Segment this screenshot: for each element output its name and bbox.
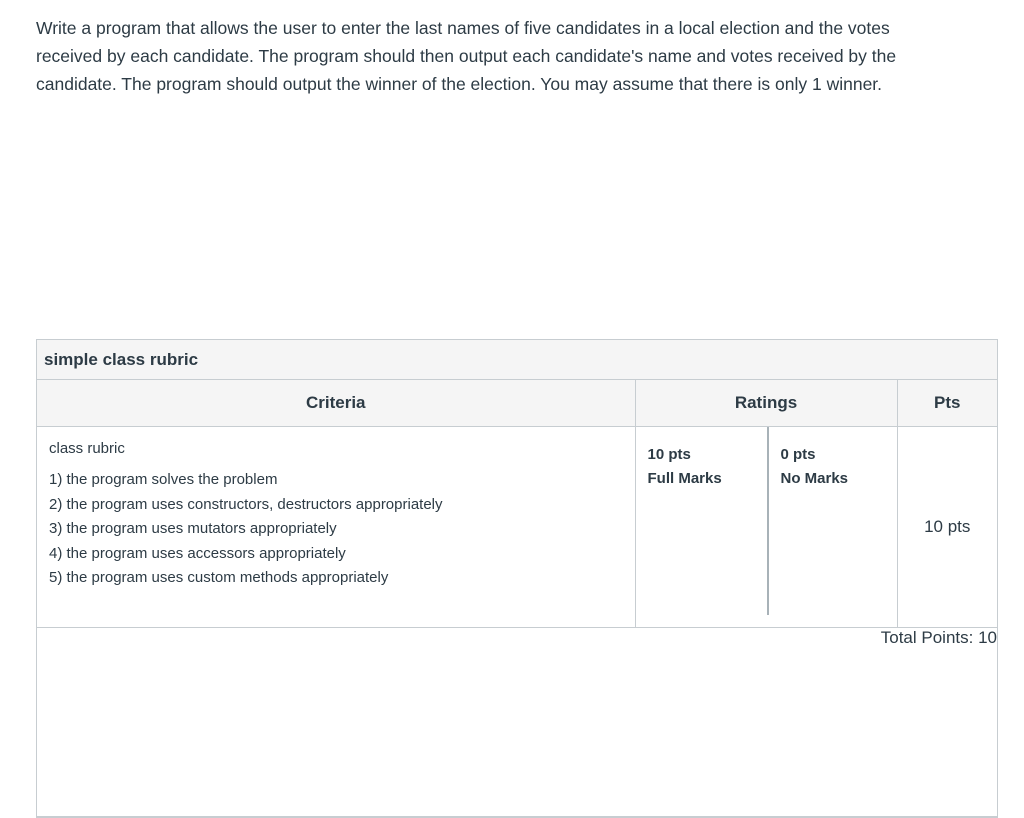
- criterion-description: [37, 427, 635, 628]
- rubric-header-row: [37, 380, 997, 427]
- assignment-description: Write a program that allows the user to enter the last names of five candidates in a local election and the votes received by each candidate. The program should then output each candidate's name and votes received by the candidate. The program should output the winner of the election. You may assume that there is only 1 winner.: [36, 18, 897, 94]
- criterion-points: 10 pts: [924, 517, 971, 536]
- rating-full-marks: [636, 427, 769, 615]
- rubric: [36, 339, 998, 818]
- rubric-title: simple class rubric: [44, 349, 199, 369]
- criterion-line: 3) the program uses mutators appropriately: [49, 520, 337, 537]
- criterion-row: [37, 427, 997, 628]
- criterion-line: 1) the program solves the problem: [49, 471, 278, 488]
- ratings-cell: [635, 427, 897, 628]
- total-row: [37, 628, 997, 817]
- criteria-header: Criteria: [37, 380, 635, 427]
- rubric-header: [37, 340, 997, 380]
- rating-points: 0 pts: [780, 446, 816, 463]
- pts-header: Pts: [897, 380, 997, 427]
- total-points: Total Points: 10: [37, 628, 997, 817]
- ratings-header: Ratings: [635, 380, 897, 427]
- rating-label: Full Marks: [647, 470, 722, 487]
- criterion-title: class rubric: [49, 440, 125, 457]
- rating-no-marks: [769, 427, 897, 615]
- rubric-table: [37, 380, 997, 817]
- criterion-points-cell: [897, 427, 997, 628]
- criterion-line: 2) the program uses constructors, destructors appropriately: [49, 495, 443, 513]
- criterion-line: 4) the program uses accessors appropriately: [49, 544, 346, 562]
- rating-points: 10 pts: [647, 446, 691, 463]
- rating-label: No Marks: [780, 470, 849, 487]
- criterion-line: 5) the program uses custom methods appropriately: [49, 569, 389, 586]
